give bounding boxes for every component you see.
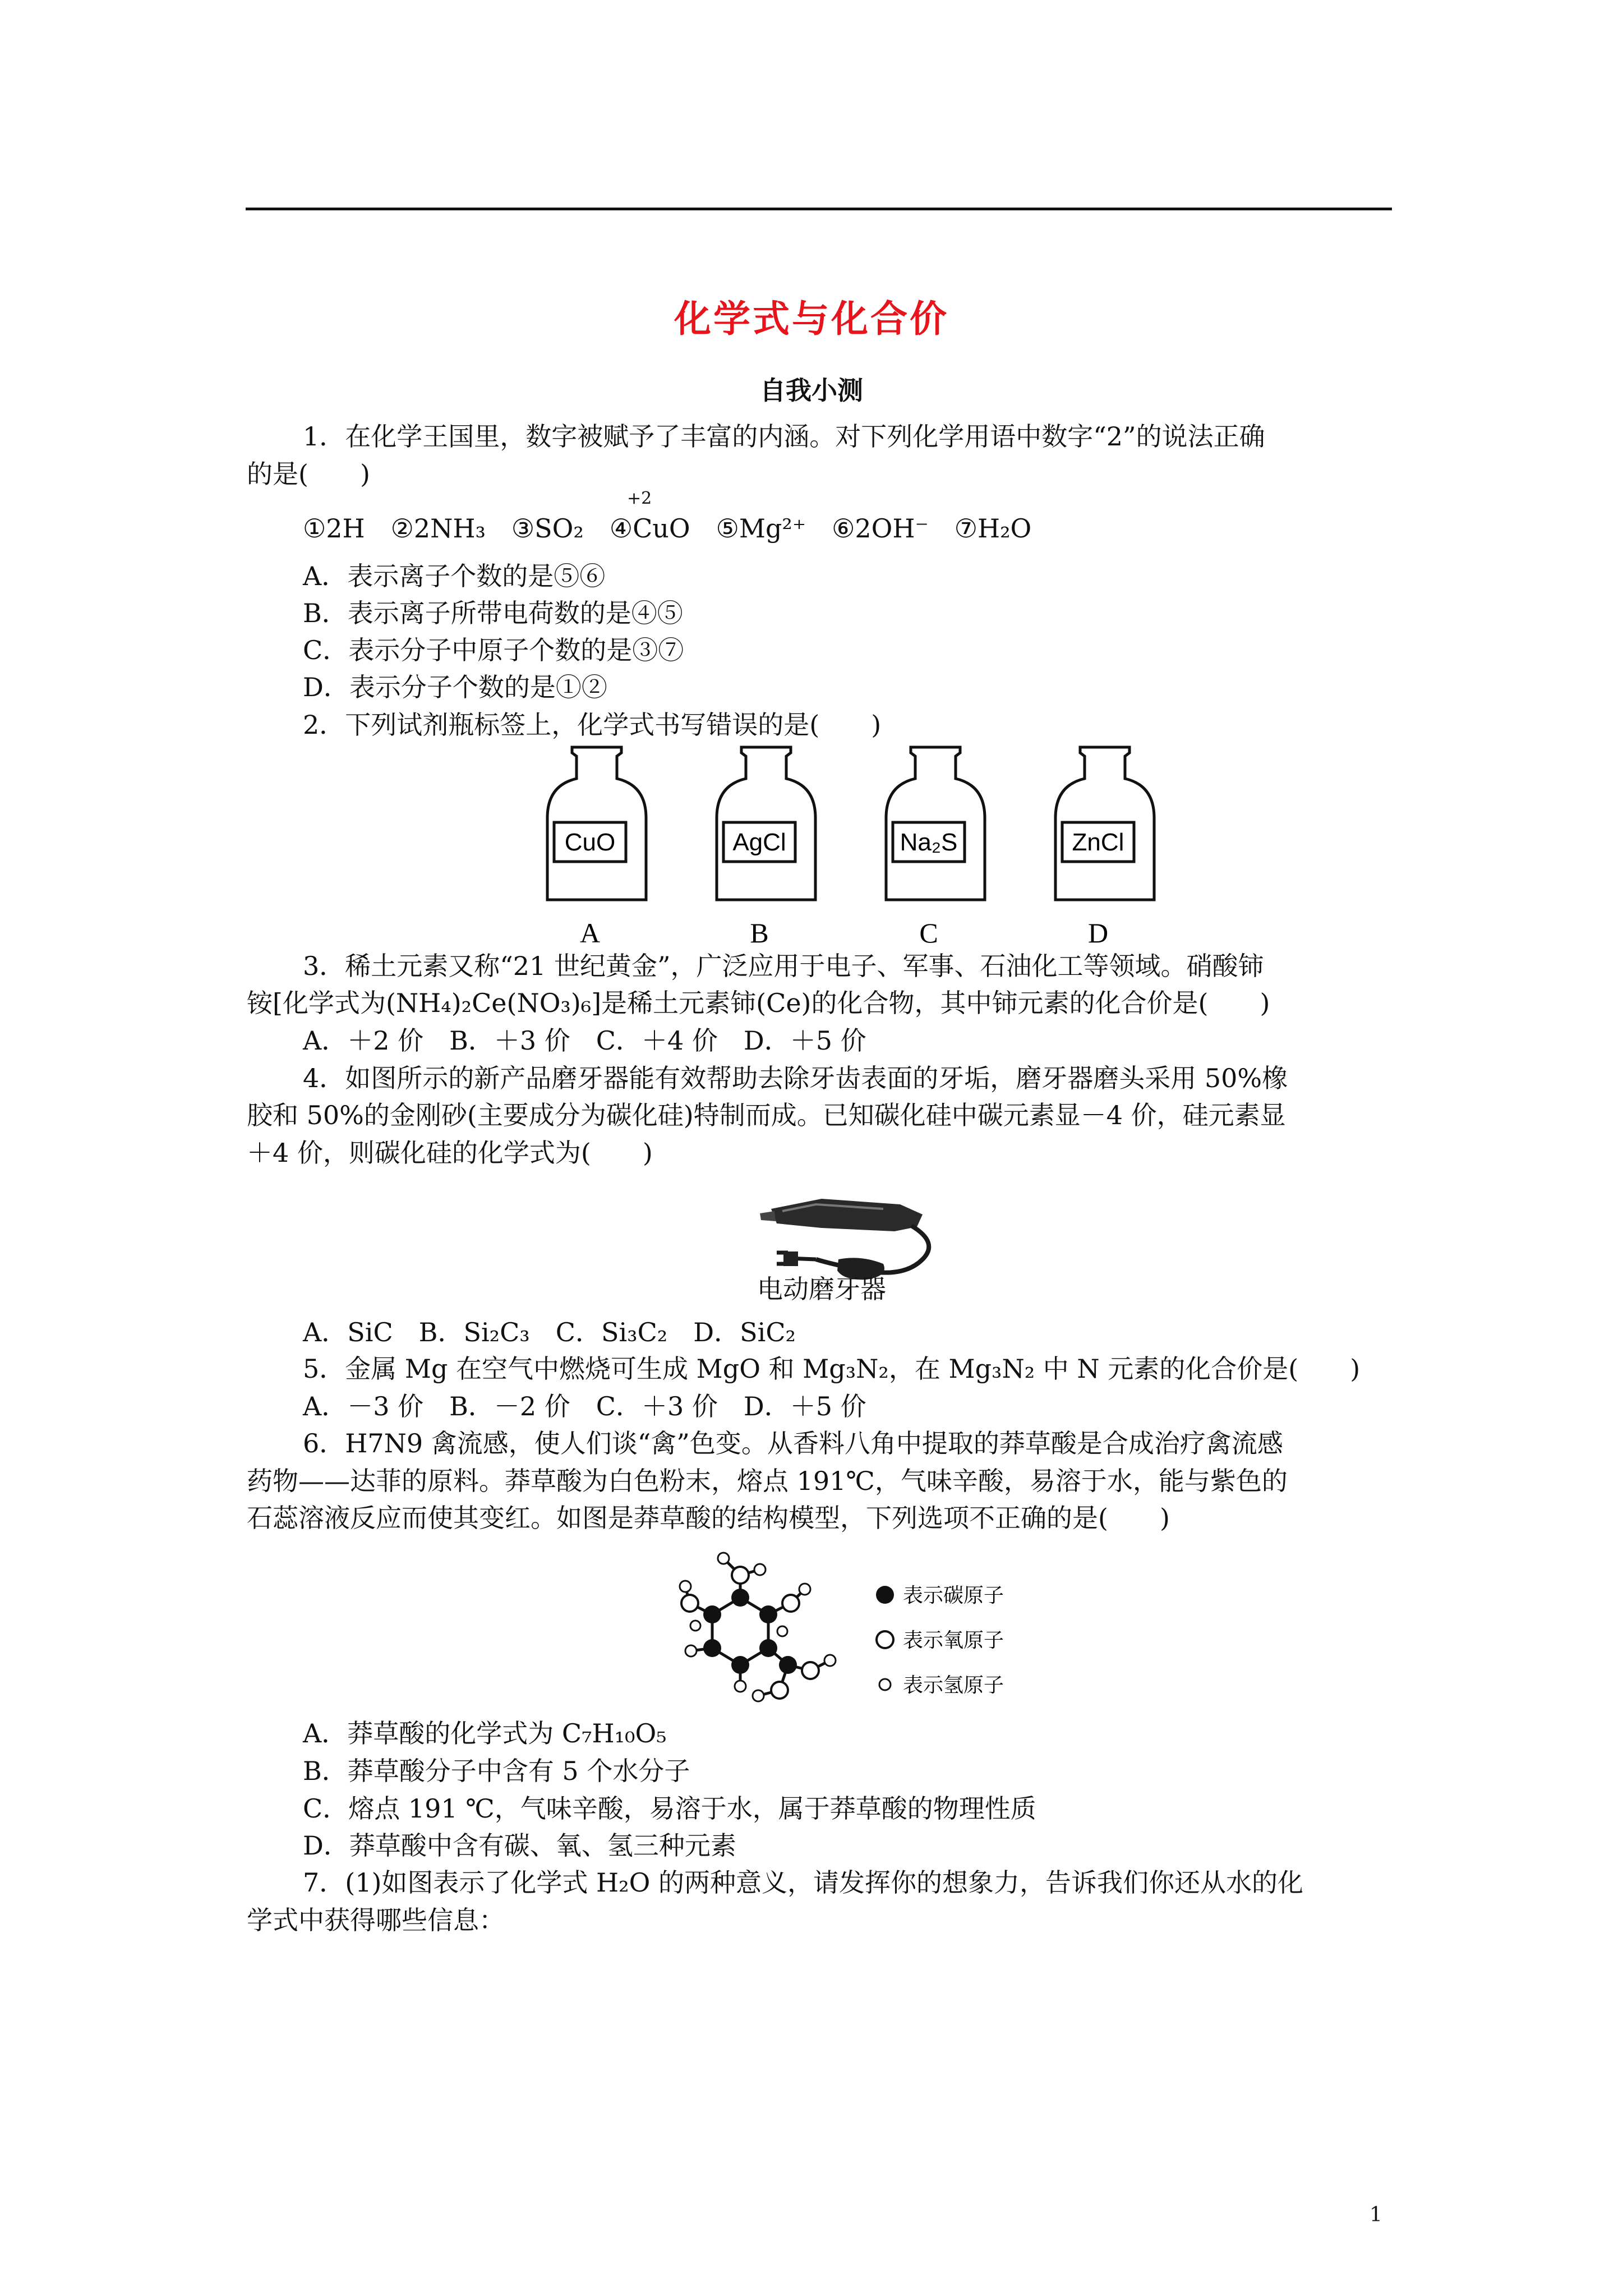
q5-stem: 5．金属 Mg 在空气中燃烧可生成 MgO 和 Mg₃N₂，在 Mg₃N₂ 中 N 元素的化合价是( ) xyxy=(303,1354,1361,1384)
bottle-a-label: CuO xyxy=(564,829,616,856)
legend-hydrogen-label: 表示氢原子 xyxy=(903,1674,1004,1697)
q6-option-b: B．莽草酸分子中含有 5 个水分子 xyxy=(303,1756,690,1786)
q3-stem-line-1: 3．稀土元素又称“21 世纪黄金”，广泛应用于电子、军事、石油化工等领域。硝酸铈 xyxy=(303,951,1264,981)
bottle-d xyxy=(1055,747,1154,900)
q1-option-b: B．表示离子所带电荷数的是④⑤ xyxy=(303,598,683,628)
q4-stem-line-1: 4．如图所示的新产品磨牙器能有效帮助去除牙齿表面的牙垢，磨牙器磨头采用 50%橡 xyxy=(303,1063,1288,1093)
q1-stem-line-2: 的是( ) xyxy=(247,459,370,489)
bottle-b-label: AgCl xyxy=(732,829,786,856)
q1-valence-mark: +2 xyxy=(627,489,652,508)
q1-stem-line-1: 1．在化学王国里，数字被赋予了丰富的内涵。对下列化学用语中数字“2”的说法正确 xyxy=(303,421,1265,452)
legend-hydrogen-icon xyxy=(879,1679,891,1690)
q3-stem-line-2: 铵[化学式为(NH₄)₂Ce(NO₃)₆]是稀土元素铈(Ce)的化合物，其中铈元素的化合价是( ) xyxy=(247,988,1270,1018)
q4-stem-line-2: 胶和 50%的金刚砂(主要成分为碳化硅)特制而成。已知碳化硅中碳元素显－4 价，硅元素显 xyxy=(247,1100,1286,1130)
q7-stem-line-2: 学式中获得哪些信息： xyxy=(247,1905,505,1935)
shikimic-acid-model xyxy=(667,1536,1015,1721)
legend-carbon-label: 表示碳原子 xyxy=(903,1584,1004,1607)
bottle-d-label: ZnCl xyxy=(1072,829,1124,856)
q6-stem-line-2: 药物——达菲的原料。莽草酸为白色粉末，熔点 191℃，气味辛酸，易溶于水，能与紫色的 xyxy=(247,1466,1288,1496)
q1-option-a: A．表示离子个数的是⑤⑥ xyxy=(303,561,606,591)
page-number: 1 xyxy=(1370,2203,1382,2226)
q7-stem-line-1: 7．(1)如图表示了化学式 H₂O 的两种意义，请发挥你的想象力，告诉我们你还从水的化 xyxy=(303,1867,1303,1898)
q1-option-d: D．表示分子个数的是①② xyxy=(303,672,607,702)
q4-stem-line-3: ＋4 价，则碳化硅的化学式为( ) xyxy=(247,1138,653,1168)
q5-options: A．－3 价 B．－2 价 C．＋3 价 D．＋5 价 xyxy=(303,1391,866,1421)
bottle-b-letter: B xyxy=(750,917,769,949)
q6-option-c: C．熔点 191 ℃，气味辛酸，易溶于水，属于莽草酸的物理性质 xyxy=(303,1793,1036,1824)
q6-option-a: A．莽草酸的化学式为 C₇H₁₀O₅ xyxy=(303,1718,667,1749)
q1-option-c: C．表示分子中原子个数的是③⑦ xyxy=(303,635,684,665)
reagent-bottles-figure xyxy=(538,739,1189,953)
q6-stem-line-3: 石蕊溶液反应而使其变红。如图是莽草酸的结构模型，下列选项不正确的是( ) xyxy=(247,1503,1170,1533)
bottle-c-letter: C xyxy=(919,917,938,949)
bottle-a-letter: A xyxy=(579,917,601,949)
legend-oxygen-icon xyxy=(877,1631,893,1648)
bottle-c xyxy=(886,747,985,900)
q1-symbols: ①2H ②2NH₃ ③SO₂ ④CuO ⑤Mg²⁺ ⑥2OH⁻ ⑦H₂O xyxy=(303,513,1032,544)
bottle-c-label: Na₂S xyxy=(900,829,958,856)
q3-options: A．＋2 价 B．＋3 价 C．＋4 价 D．＋5 价 xyxy=(303,1025,866,1056)
legend-carbon-icon xyxy=(876,1586,894,1604)
bottle-b xyxy=(717,747,815,900)
q6-stem-line-1: 6．H7N9 禽流感，使人们谈“禽”色变。从香料八角中提取的莽草酸是合成治疗禽流感 xyxy=(303,1428,1283,1458)
bottle-a xyxy=(547,747,646,900)
q2-stem: 2．下列试剂瓶标签上，化学式书写错误的是( ) xyxy=(303,710,882,740)
header-rule xyxy=(246,208,1392,210)
bottle-d-letter: D xyxy=(1087,917,1109,949)
legend-oxygen-label: 表示氧原子 xyxy=(903,1629,1004,1652)
q4-options: A．SiC B．Si₂C₃ C．Si₃C₂ D．SiC₂ xyxy=(303,1317,796,1347)
page-title: 化学式与化合价 xyxy=(674,297,949,341)
q6-option-d: D．莽草酸中含有碳、氧、氢三种元素 xyxy=(303,1830,736,1861)
q4-figure-caption: 电动磨牙器 xyxy=(757,1274,886,1304)
section-subtitle: 自我小测 xyxy=(760,375,863,406)
